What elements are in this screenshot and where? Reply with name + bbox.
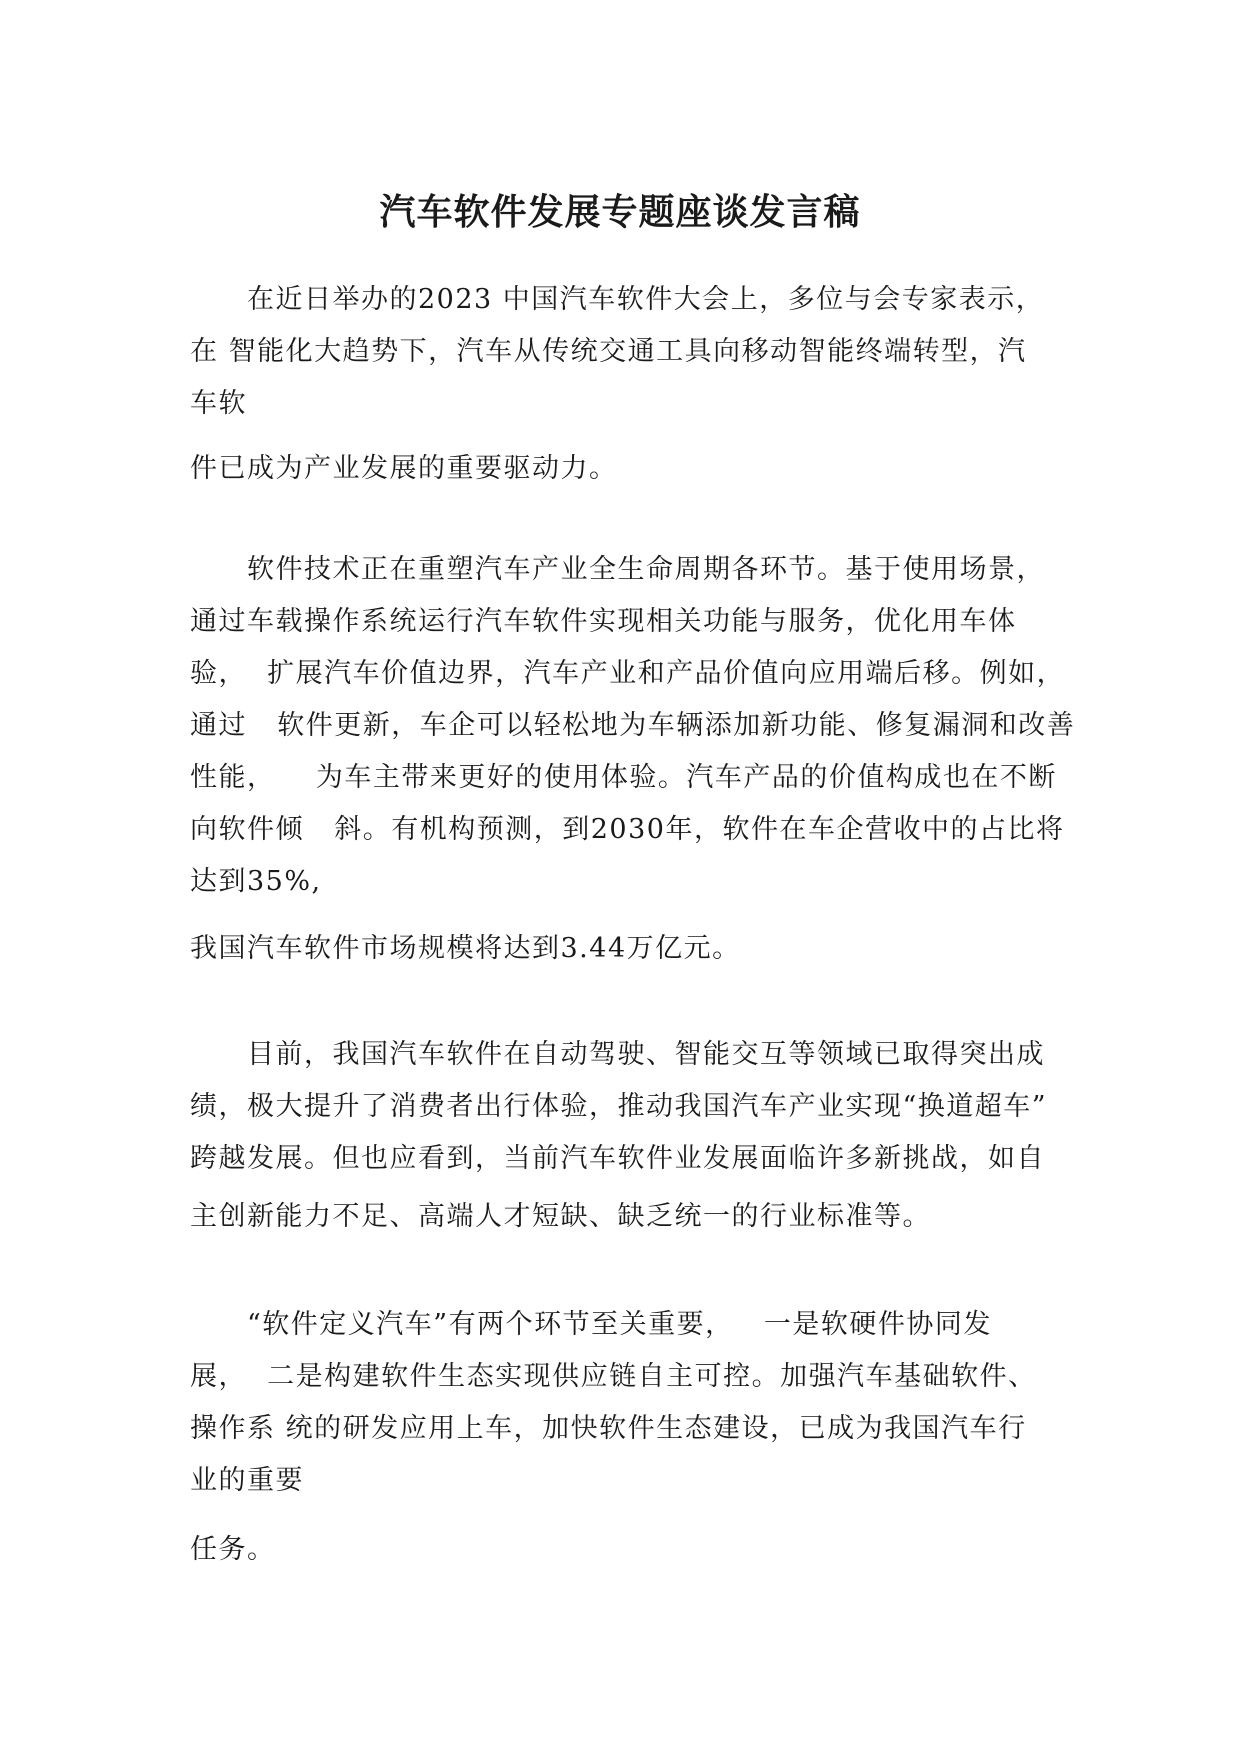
document-title: 汽车软件发展专题座谈发言稿 (379, 192, 861, 233)
paragraph-line: “软件定义汽车”有两个环节至关重要， 一是软硬件协同发 (190, 1309, 992, 1340)
paragraph-line: 达到35%, (190, 866, 322, 897)
paragraph-line: 业的重要 (190, 1465, 304, 1496)
paragraph-line: 向软件倾 斜。有机构预测，到2030年，软件在车企营收中的占比将 (190, 814, 1065, 845)
paragraph-line: 通过 软件更新，车企可以轻松地为车辆添加新功能、修复漏洞和改善 (190, 710, 1076, 741)
paragraph-line: 在 智能化大趋势下，汽车从传统交通工具向移动智能终端转型，汽 (190, 336, 1027, 367)
paragraph-line: 车软 (190, 388, 247, 419)
paragraph-line: 在近日举办的2023 中国汽车软件大会上，多位与会专家表示， (190, 284, 1045, 315)
paragraph-line: 操作系 统的研发应用上车，加快软件生态建设，已成为我国汽车行 (190, 1413, 1027, 1444)
paragraph-line: 我国汽车软件市场规模将达到3.44万亿元。 (190, 933, 741, 964)
paragraph-line: 任务。 (190, 1534, 276, 1565)
paragraph-line: 软件技术正在重塑汽车产业全生命周期各环节。基于使用场景， (190, 554, 1045, 585)
paragraph-line: 目前，我国汽车软件在自动驾驶、智能交互等领域已取得突出成 (190, 1039, 1045, 1070)
paragraph-line: 展， 二是构建软件生态实现供应链自主可控。加强汽车基础软件、 (190, 1361, 1037, 1392)
paragraph-line: 绩，极大提升了消费者出行体验，推动我国汽车产业实现“换道超车” (190, 1091, 1048, 1122)
paragraph-line: 件已成为产业发展的重要驱动力。 (190, 453, 618, 484)
paragraph-line: 跨越发展。但也应看到，当前汽车软件业发展面临许多新挑战，如自 (190, 1143, 1045, 1174)
paragraph-line: 主创新能力不足、高端人才短缺、缺乏统一的行业标准等。 (190, 1201, 931, 1232)
paragraph-line: 验， 扩展汽车价值边界，汽车产业和产品价值向应用端后移。例如， (190, 658, 1066, 689)
paragraph-line: 通过车载操作系统运行汽车软件实现相关功能与服务，优化用车体 (190, 606, 1017, 637)
paragraph-line: 性能， 为车主带来更好的使用体验。汽车产品的价值构成也在不断 (190, 762, 1057, 793)
